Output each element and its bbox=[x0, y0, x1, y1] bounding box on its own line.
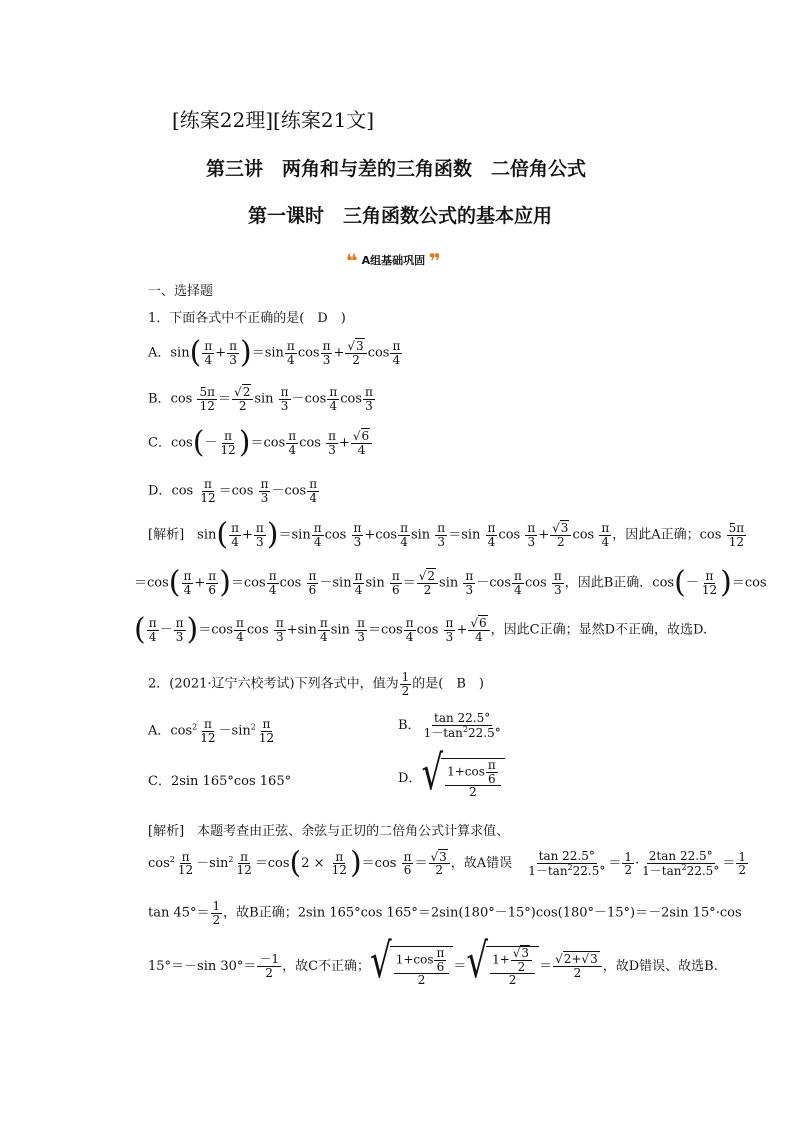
q1-option-a: A．sin( $\frac{\pi}{4}$ + $\frac{\pi}{3}$ )＝sin $\frac{\pi}{4}$ cos $\frac{\pi}{3}$ + $\frac{√3}{2}$ cos $\frac{\pi}{4}$ bbox=[148, 335, 401, 371]
sqrt-icon: √ bbox=[370, 933, 392, 990]
page-title: 第三讲 两角和与差的三角函数 二倍角公式 bbox=[206, 158, 587, 180]
q2-option-a: A．$\cos^2$ $\frac{\pi}{12}$ $-\sin^2$ $\frac{\pi}{12}$ bbox=[148, 717, 275, 745]
q1-analysis-line3: ( $\frac{\pi}{4}$ － $\frac{\pi}{3}$ )＝cos $\frac{\pi}{4}$ cos $\frac{\pi}{3}$ +sin $\frac{\pi}{4}$ sin $\frac{\pi}{3}$ ＝cos $\frac{\pi}{4}$ cos $\frac{\pi}{3}$ + $\frac{√6}{4}$ ，因此C正确；显然D不正确，故选D. bbox=[134, 612, 708, 648]
q2-analysis-line4: 15°＝－sin 30°＝ $\frac{-1}{2}$ ，故C不正确； √ 1+cos $\frac{\pi}{6}$ 2 ＝ √ 1+ $\frac{√3}{2}$ 2 ＝ $\frac{√2+√3}{2}$ ，故D错误、故选B. bbox=[148, 946, 718, 987]
q2-analysis-line1 bbox=[148, 825, 509, 838]
option-label: B． bbox=[148, 391, 171, 407]
option-c-expression: 2sin 165°cos 165° bbox=[170, 774, 292, 789]
analysis-text: ，故C不正确； bbox=[282, 958, 371, 974]
q2-analysis-line2: $\cos^2$ $\frac{\pi}{12}$ $-\sin^2$ $\frac{\pi}{12}$ ＝cos(2 × $\frac{\pi}{12}$ )＝cos $\frac{\pi}{6}$ ＝ $\frac{√3}{2}$ ，故A错误 $\frac{\tan 22.5^\circ}{1-\tan^222.5^\circ}$ ＝ $\frac{1}{2}$ · $\frac{2\tan 22.5^\circ}{1-\tan^222.5^\circ}$ ＝ $\frac{1}{2}$ bbox=[148, 845, 746, 881]
option-label: C． bbox=[148, 774, 171, 789]
sqrt-icon: √ bbox=[466, 933, 489, 990]
q1-option-b: B．cos $\frac{5\pi}{12}$ ＝ $\frac{√2}{2}$ sin $\frac{\pi}{3}$ －cos $\frac{\pi}{4}$ cos $\frac{\pi}{3}$ bbox=[148, 385, 373, 413]
q1-stem: 1．下面各式中不正确的是( D ) bbox=[148, 311, 346, 326]
page-subtitle: 第一课时 三角函数公式的基本应用 bbox=[248, 205, 553, 227]
q1-analysis-line1: [解析] sin( $\frac{\pi}{4}$ + $\frac{\pi}{3}$ )＝sin $\frac{\pi}{4}$ cos $\frac{\pi}{3}$ +cos $\frac{\pi}{4}$ sin $\frac{\pi}{3}$ ＝sin $\frac{\pi}{4}$ cos $\frac{\pi}{3}$ + $\frac{√3}{2}$ cos $\frac{\pi}{4}$ ，因此A正确；cos $\frac{5\pi}{12}$ bbox=[148, 517, 745, 553]
analysis-tag: [解析] bbox=[148, 824, 185, 839]
analysis-tag: [解析] bbox=[148, 527, 185, 543]
q1-analysis-line2: ＝cos( $\frac{\pi}{4}$ + $\frac{\pi}{6}$ )＝cos $\frac{\pi}{4}$ cos $\frac{\pi}{6}$ －sin $\frac{\pi}{4}$ sin $\frac{\pi}{6}$ ＝ $\frac{√2}{2}$ sin $\frac{\pi}{3}$ －cos $\frac{\pi}{4}$ cos $\frac{\pi}{3}$ ，因此B正确．cos(－ $\frac{\pi}{12}$ )＝cos bbox=[134, 565, 767, 601]
group-banner bbox=[346, 249, 441, 273]
analysis-text: tan 45°＝ bbox=[148, 905, 210, 921]
option-label: D． bbox=[148, 483, 172, 499]
analysis-text: 15°＝－sin 30°＝ bbox=[148, 958, 257, 974]
q2-stem: 2．(2021·辽宁六校考试)下列各式中，值为 $\frac{1}{2}$ 的是( B ) bbox=[148, 670, 484, 698]
quote-right-icon: ❞ bbox=[428, 249, 441, 273]
analysis-text: ，故B正确；2sin 165°cos 165°＝2sin(180°－15°)cos(180°－15°)＝－2sin 15°·cos bbox=[223, 905, 742, 921]
analysis-text: ，故A错误 bbox=[450, 856, 513, 872]
q1-option-d: D．cos $\frac{\pi}{12}$ ＝cos $\frac{\pi}{3}$ －cos $\frac{\pi}{4}$ bbox=[148, 477, 318, 505]
q2-option-c bbox=[148, 775, 291, 788]
analysis-text: ，因此B正确．cos bbox=[564, 575, 675, 591]
q2-stem-text: 2．(2021·辽宁六校考试)下列各式中，值为 bbox=[148, 676, 399, 692]
option-label: C． bbox=[148, 435, 171, 451]
banner-label: A组基础巩固 bbox=[361, 254, 426, 267]
option-label: A． bbox=[148, 723, 171, 739]
analysis-text: ，因此A正确；cos bbox=[612, 527, 722, 543]
option-label: D． bbox=[398, 770, 422, 786]
analysis-text: ，因此C正确；显然D不正确，故选D. bbox=[490, 622, 708, 638]
q2-option-b: B． $\frac{\tan 22.5^\circ}{1-\tan^222.5^\circ}$ bbox=[398, 711, 501, 740]
q1-option-c: C．cos(－ $\frac{\pi}{12}$ )＝cos $\frac{\pi}{4}$ cos $\frac{\pi}{3}$ + $\frac{√6}{4}$ bbox=[148, 430, 373, 456]
sqrt-icon: √ bbox=[421, 745, 444, 802]
analysis-text: ，故D错误、故选B. bbox=[602, 958, 718, 974]
analysis-text: 本题考查由正弦、余弦与正切的二倍角公式计算求值、 bbox=[197, 824, 510, 839]
q2-analysis-line3: tan 45°＝ $\frac{1}{2}$ ，故B正确；2sin 165°cos 165°＝2sin(180°－15°)cos(180°－15°)＝－2sin 15°·cos bbox=[148, 899, 742, 927]
lesson-tag: [练案22理][练案21文] bbox=[172, 108, 375, 132]
q2-stem-text: 的是( B ) bbox=[412, 676, 484, 692]
section-heading: 一、选择题 bbox=[148, 284, 214, 299]
option-label: B． bbox=[398, 718, 421, 734]
option-label: A． bbox=[148, 345, 171, 361]
q2-option-d: D． √ 1+cos $\frac{\pi}{6}$ 2 bbox=[398, 758, 505, 799]
quote-left-icon: ❝ bbox=[346, 249, 358, 273]
